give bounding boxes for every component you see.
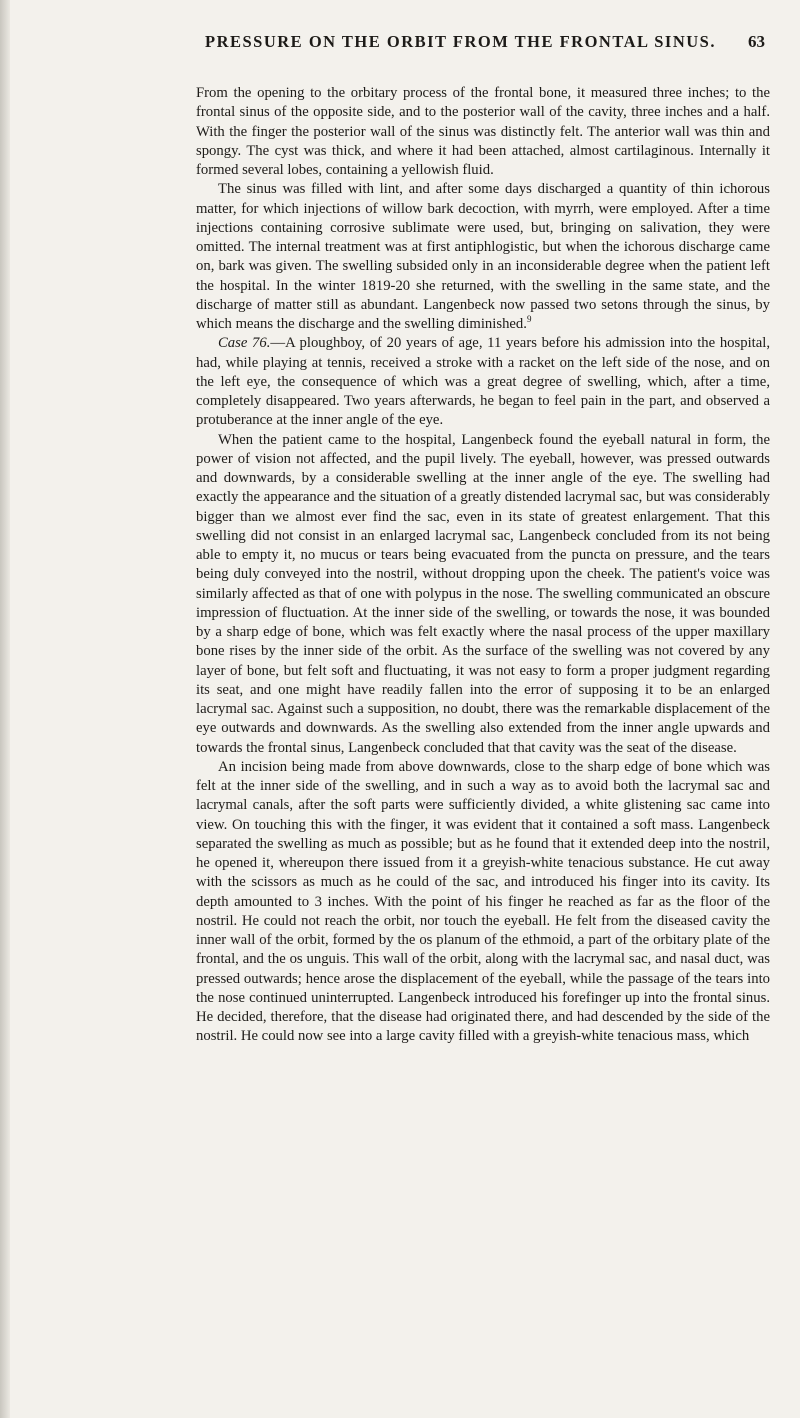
page-header — [205, 32, 765, 52]
body-text — [196, 84, 770, 1047]
paragraph-case-76: Case 76.—A ploughboy, of 20 years of age, 11 years before his admission into the hospital, had, while playing at tennis, received a stroke with a racket on the left side of the nose, and on the left eye, the consequence of which was a great degree of swelling, which, after a time, completely disappeared. Two years afterwards, he began to feel pain in the part, and observed a protuberance at the inner angle of the eye. — [196, 335, 770, 429]
paragraph-incision: An incision being made from above downwards, close to the sharp edge of bone which was felt at the inner side of the swelling, and in such a way as to avoid both the lacrymal sac and lacrymal canals, after the soft parts were sufficiently divided, a white glistening sac came into view. On touching this with the finger, it was evident that it contained a soft mass. Langenbeck separated the swelling as much as possible; but as he found that it extended deep into the nostril, he opened it, whereupon there issued from it a greyish-white tenacious substance. He cut away with the scissors as much as he could of the sac, and introduced his finger into its cavity. Its depth amounted to 3 inches. With the point of his finger he reached as far as the floor of the nostril. He could not reach the orbit, nor touch the eyeball. He felt from the diseased cavity the inner wall of the orbit, formed by the os planum of the ethmoid, a part of the orbitary plate of the frontal, and the os unguis. This wall of the orbit, along with the lacrymal sac, and nasal duct, was pressed outwards; hence arose the displacement of the eyeball, while the passage of the tears into the nose continued uninterrupted. Langenbeck introduced his forefinger up into the frontal sinus. He decided, therefore, that the disease had originated there, and had descended by the side of the nostril. He could now see into a large cavity filled with a greyish-white tenacious mass, which — [196, 758, 770, 1045]
footnote-ref: 9 — [526, 314, 532, 325]
paragraph-sinus-treatment: The sinus was filled with lint, and after some days discharged a quantity of thin ichorous matter, for which injections of willow bark decoction, with myrrh, were employed. After a time injections containing corrosive sublimate were used, but, bringing on salivation, they were omitted. The internal treatment was at first antiphlogistic, but when the ichorous discharge came on, bark was given. The swelling subsided only in an inconsiderable degree when the patient left the hospital. In the winter 1819-20 she returned, with the swelling in the same state, and the discharge of matter still as abundant. Langenbeck now passed two setons through the sinus, by which means the discharge and the swelling diminished.$^9$ — [196, 181, 770, 332]
paragraph-cyst-measurement: From the opening to the orbitary process of the frontal bone, it measured three inches; to the frontal sinus of the opposite side, and to the posterior wall of the cavity, three inches and a half. With the finger the posterior wall of the sinus was distinctly felt. The anterior wall was thin and spongy. The cyst was thick, and where it had been attached, almost cartilaginous. Internally it formed several lobes, containing a yellowish fluid. — [196, 85, 770, 178]
page-number: 63 — [748, 32, 765, 51]
page-gutter-shadow — [0, 0, 10, 1418]
running-head: PRESSURE ON THE ORBIT FROM THE FRONTAL SINUS. — [205, 32, 716, 51]
case-label: Case 76. — [218, 335, 271, 352]
paragraph-hospital-examination: When the patient came to the hospital, Langenbeck found the eyeball natural in form, the power of vision not affected, and the pupil lively. The eyeball, however, was pressed outwards and downwards, by a considerable swelling at the inner angle of the eye. The swelling had exactly the appearance and the situation of a greatly distended lacrymal sac, but was considerably bigger than we almost ever find the sac, even in its state of greatest enlargement. That this swelling did not consist in an enlarged lacrymal sac, Langenbeck concluded from its not being able to empty it, no mucus or tears being evacuated from the puncta on pressure, and the tears being duly conveyed into the nostril, without dropping upon the cheek. The patient's voice was similarly affected as that of one with polypus in the nose. The swelling communicated an obscure impression of fluctuation. At the inner side of the swelling, or towards the nose, it was bounded by a sharp edge of bone, which was felt exactly where the nasal process of the upper maxillary bone rises by the inner side of the orbit. As the surface of the swelling was not covered by any layer of bone, but felt soft and fluctuating, it was not easy to form a proper judgment regarding its seat, and one might have readily fallen into the error of supposing it to be an enlarged lacrymal sac. Against such a supposition, no doubt, there was the remarkable displacement of the eye outwards and downwards. As the swelling also extended from the inner angle upwards and towards the frontal sinus, Langenbeck concluded that that cavity was the seat of the disease. — [196, 431, 770, 756]
